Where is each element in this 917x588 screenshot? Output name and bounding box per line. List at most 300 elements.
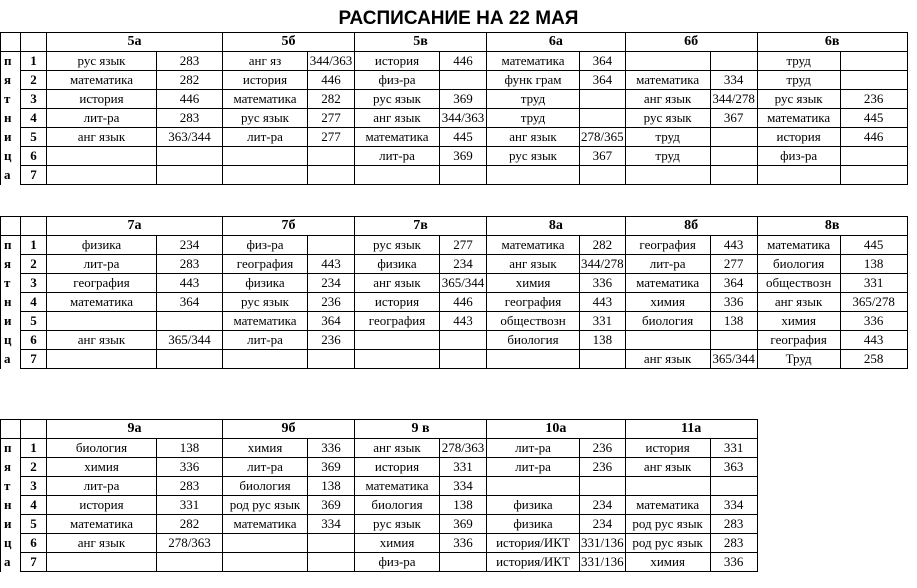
subject-cell — [223, 166, 308, 185]
room-cell: 234 — [308, 274, 355, 293]
subject-cell: анг язык — [355, 274, 440, 293]
room-cell: 344/363 — [440, 109, 487, 128]
day-letter: я — [1, 458, 21, 477]
subject-cell: анг язык — [487, 128, 580, 147]
subject-cell: лит-ра — [47, 477, 157, 496]
subject-cell: род рус язык — [625, 534, 710, 553]
subject-cell: история — [47, 90, 157, 109]
subject-cell: лит-ра — [487, 439, 580, 458]
lesson-row — [1, 147, 908, 166]
lesson-row — [1, 312, 908, 331]
lesson-row — [1, 553, 758, 572]
room-cell: 336 — [710, 293, 757, 312]
day-letter: п — [1, 52, 21, 71]
day-letter: и — [1, 312, 21, 331]
subject-cell: анг язык — [625, 458, 710, 477]
subject-cell: рус язык — [487, 147, 580, 166]
subject-cell: химия — [487, 274, 580, 293]
subject-cell: география — [487, 293, 580, 312]
subject-cell: лит-ра — [355, 147, 440, 166]
room-cell: 331/136 — [580, 553, 626, 572]
room-cell: 283 — [157, 477, 223, 496]
lesson-number: 3 — [21, 274, 47, 293]
lesson-row — [1, 109, 908, 128]
header-day-corner — [1, 420, 21, 439]
room-cell: 364 — [710, 274, 757, 293]
subject-cell: анг язык — [47, 534, 157, 553]
subject-cell: математика — [223, 312, 308, 331]
room-cell: 367 — [710, 109, 757, 128]
lesson-row — [1, 331, 908, 350]
lesson-number: 1 — [21, 236, 47, 255]
room-cell: 138 — [308, 477, 355, 496]
room-cell: 234 — [580, 496, 626, 515]
header-num-corner — [21, 33, 47, 52]
subject-cell: химия — [223, 439, 308, 458]
subject-cell: лит-ра — [223, 458, 308, 477]
room-cell — [710, 147, 757, 166]
subject-cell: функ грам — [487, 71, 580, 90]
subject-cell: история/ИКТ — [487, 553, 580, 572]
room-cell: 331 — [157, 496, 223, 515]
subject-cell — [47, 166, 157, 185]
room-cell: 138 — [840, 255, 907, 274]
subject-cell: биология — [487, 331, 580, 350]
class-header: 11а — [625, 420, 757, 439]
room-cell — [157, 166, 223, 185]
subject-cell: анг язык — [757, 293, 840, 312]
room-cell — [710, 128, 757, 147]
room-cell — [580, 109, 626, 128]
room-cell: 282 — [157, 71, 223, 90]
day-letter: н — [1, 293, 21, 312]
day-letter: а — [1, 350, 21, 369]
lesson-row — [1, 71, 908, 90]
class-header: 9а — [47, 420, 223, 439]
room-cell — [580, 477, 626, 496]
room-cell: 331 — [440, 458, 487, 477]
lesson-number: 2 — [21, 71, 47, 90]
room-cell: 446 — [308, 71, 355, 90]
room-cell: 236 — [308, 331, 355, 350]
subject-cell: лит-ра — [47, 255, 157, 274]
day-letter: ц — [1, 147, 21, 166]
room-cell: 336 — [710, 553, 757, 572]
room-cell: 445 — [840, 109, 907, 128]
day-letter: а — [1, 166, 21, 185]
subject-cell: математика — [625, 274, 710, 293]
subject-cell: математика — [625, 496, 710, 515]
room-cell: 331 — [840, 274, 907, 293]
room-cell: 363/344 — [157, 128, 223, 147]
subject-cell: род рус язык — [223, 496, 308, 515]
subject-cell: анг язык — [47, 331, 157, 350]
room-cell — [308, 166, 355, 185]
subject-cell: математика — [223, 90, 308, 109]
class-header: 10а — [487, 420, 626, 439]
lesson-row — [1, 458, 758, 477]
room-cell — [710, 166, 757, 185]
subject-cell: математика — [487, 52, 580, 71]
room-cell: 282 — [580, 236, 626, 255]
lesson-number: 6 — [21, 147, 47, 166]
lesson-number: 3 — [21, 477, 47, 496]
subject-cell — [47, 147, 157, 166]
lesson-number: 7 — [21, 553, 47, 572]
room-cell: 331/136 — [580, 534, 626, 553]
room-cell — [157, 350, 223, 369]
room-cell: 344/278 — [580, 255, 626, 274]
room-cell: 369 — [440, 147, 487, 166]
subject-cell: лит-ра — [223, 331, 308, 350]
room-cell — [440, 553, 487, 572]
room-cell — [308, 350, 355, 369]
subject-cell: география — [625, 236, 710, 255]
class-header: 6б — [625, 33, 757, 52]
day-letter: я — [1, 71, 21, 90]
subject-cell: математика — [625, 71, 710, 90]
room-cell — [440, 350, 487, 369]
subject-cell — [625, 166, 710, 185]
lesson-row — [1, 293, 908, 312]
room-cell: 331 — [710, 439, 757, 458]
subject-cell: физ-ра — [757, 147, 840, 166]
room-cell — [580, 166, 626, 185]
room-cell: 364 — [580, 71, 626, 90]
room-cell — [710, 477, 757, 496]
subject-cell: труд — [487, 90, 580, 109]
lesson-row — [1, 439, 758, 458]
lesson-row — [1, 236, 908, 255]
room-cell: 369 — [440, 515, 487, 534]
schedule-table — [0, 216, 908, 369]
room-cell: 446 — [440, 293, 487, 312]
subject-cell: Труд — [757, 350, 840, 369]
room-cell: 138 — [580, 331, 626, 350]
room-cell: 336 — [580, 274, 626, 293]
lesson-number: 6 — [21, 534, 47, 553]
lesson-number: 5 — [21, 312, 47, 331]
subject-cell: история — [223, 71, 308, 90]
room-cell: 283 — [710, 515, 757, 534]
subject-cell: труд — [625, 147, 710, 166]
subject-cell: история — [355, 52, 440, 71]
room-cell: 236 — [580, 439, 626, 458]
subject-cell: математика — [355, 128, 440, 147]
lesson-row — [1, 534, 758, 553]
subject-cell — [355, 166, 440, 185]
room-cell: 258 — [840, 350, 907, 369]
subject-cell: биология — [355, 496, 440, 515]
room-cell: 443 — [580, 293, 626, 312]
lesson-row — [1, 477, 758, 496]
subject-cell — [625, 52, 710, 71]
subject-cell: труд — [757, 71, 840, 90]
room-cell: 236 — [580, 458, 626, 477]
subject-cell: биология — [47, 439, 157, 458]
subject-cell — [223, 553, 308, 572]
subject-cell: труд — [487, 109, 580, 128]
room-cell — [308, 553, 355, 572]
schedule-block-5-6 — [0, 32, 908, 185]
subject-cell: история — [47, 496, 157, 515]
lesson-row — [1, 52, 908, 71]
lesson-number: 4 — [21, 496, 47, 515]
class-header: 8а — [487, 217, 626, 236]
room-cell: 334 — [308, 515, 355, 534]
subject-cell: рус язык — [355, 236, 440, 255]
room-cell: 282 — [157, 515, 223, 534]
room-cell: 138 — [157, 439, 223, 458]
subject-cell: физика — [355, 255, 440, 274]
room-cell — [840, 147, 907, 166]
room-cell: 283 — [157, 52, 223, 71]
day-letter: п — [1, 236, 21, 255]
subject-cell — [355, 350, 440, 369]
room-cell: 234 — [157, 236, 223, 255]
subject-cell: анг язык — [487, 255, 580, 274]
room-cell: 277 — [440, 236, 487, 255]
subject-cell: анг язык — [47, 128, 157, 147]
room-cell: 364 — [308, 312, 355, 331]
room-cell: 365/344 — [157, 331, 223, 350]
class-header: 6а — [487, 33, 626, 52]
room-cell — [157, 147, 223, 166]
room-cell: 278/365 — [580, 128, 626, 147]
room-cell: 365/344 — [440, 274, 487, 293]
room-cell: 138 — [440, 496, 487, 515]
room-cell: 443 — [157, 274, 223, 293]
lesson-number: 7 — [21, 166, 47, 185]
room-cell: 344/363 — [308, 52, 355, 71]
subject-cell: география — [223, 255, 308, 274]
subject-cell: история — [355, 458, 440, 477]
room-cell — [157, 553, 223, 572]
room-cell — [710, 52, 757, 71]
subject-cell: рус язык — [757, 90, 840, 109]
subject-cell — [47, 553, 157, 572]
room-cell: 236 — [308, 293, 355, 312]
subject-cell: география — [355, 312, 440, 331]
day-letter: н — [1, 496, 21, 515]
subject-cell — [487, 477, 580, 496]
subject-cell: анг язык — [355, 109, 440, 128]
subject-cell — [625, 477, 710, 496]
room-cell: 446 — [440, 52, 487, 71]
class-header-row — [1, 33, 908, 52]
class-header-row — [1, 420, 758, 439]
subject-cell — [223, 147, 308, 166]
subject-cell: химия — [47, 458, 157, 477]
lesson-row — [1, 255, 908, 274]
room-cell: 365/278 — [840, 293, 907, 312]
room-cell: 446 — [840, 128, 907, 147]
subject-cell: физика — [487, 515, 580, 534]
room-cell — [710, 331, 757, 350]
subject-cell: математика — [47, 71, 157, 90]
lesson-number: 2 — [21, 255, 47, 274]
room-cell: 234 — [580, 515, 626, 534]
schedule-table — [0, 32, 908, 185]
day-letter: и — [1, 515, 21, 534]
class-header: 7а — [47, 217, 223, 236]
room-cell: 363 — [710, 458, 757, 477]
room-cell — [440, 166, 487, 185]
lesson-row — [1, 350, 908, 369]
lesson-row — [1, 515, 758, 534]
subject-cell: химия — [625, 553, 710, 572]
subject-cell — [47, 350, 157, 369]
room-cell — [308, 534, 355, 553]
room-cell — [440, 331, 487, 350]
subject-cell: математика — [757, 109, 840, 128]
subject-cell: история — [625, 439, 710, 458]
subject-cell: история — [757, 128, 840, 147]
room-cell: 344/278 — [710, 90, 757, 109]
schedule-block-9-11 — [0, 419, 758, 572]
subject-cell: рус язык — [223, 293, 308, 312]
schedule-table — [0, 419, 758, 572]
subject-cell: рус язык — [355, 90, 440, 109]
subject-cell: лит-ра — [223, 128, 308, 147]
subject-cell — [487, 350, 580, 369]
subject-cell: биология — [625, 312, 710, 331]
subject-cell: анг язык — [355, 439, 440, 458]
day-letter: т — [1, 90, 21, 109]
subject-cell: рус язык — [47, 52, 157, 71]
room-cell: 369 — [308, 496, 355, 515]
room-cell: 283 — [710, 534, 757, 553]
subject-cell: рус язык — [355, 515, 440, 534]
room-cell: 443 — [308, 255, 355, 274]
subject-cell: физ-ра — [355, 71, 440, 90]
room-cell: 277 — [308, 109, 355, 128]
day-letter: я — [1, 255, 21, 274]
day-letter: т — [1, 477, 21, 496]
room-cell: 334 — [710, 496, 757, 515]
schedule-block-7-8 — [0, 216, 908, 369]
lesson-row — [1, 496, 758, 515]
subject-cell: лит-ра — [625, 255, 710, 274]
lesson-number: 6 — [21, 331, 47, 350]
class-header-row — [1, 217, 908, 236]
class-header: 8в — [757, 217, 907, 236]
subject-cell: история/ИКТ — [487, 534, 580, 553]
class-header: 7б — [223, 217, 355, 236]
subject-cell: лит-ра — [487, 458, 580, 477]
lesson-number: 4 — [21, 293, 47, 312]
room-cell — [840, 52, 907, 71]
subject-cell: род рус язык — [625, 515, 710, 534]
room-cell — [580, 350, 626, 369]
room-cell: 445 — [840, 236, 907, 255]
room-cell: 331 — [580, 312, 626, 331]
subject-cell: физика — [47, 236, 157, 255]
subject-cell: лит-ра — [47, 109, 157, 128]
header-num-corner — [21, 217, 47, 236]
subject-cell: рус язык — [625, 109, 710, 128]
header-day-corner — [1, 33, 21, 52]
room-cell: 277 — [308, 128, 355, 147]
subject-cell — [487, 166, 580, 185]
subject-cell: физ-ра — [223, 236, 308, 255]
class-header: 7в — [355, 217, 487, 236]
subject-cell — [223, 350, 308, 369]
room-cell: 336 — [440, 534, 487, 553]
room-cell: 336 — [840, 312, 907, 331]
room-cell: 336 — [157, 458, 223, 477]
subject-cell: биология — [757, 255, 840, 274]
lesson-number: 5 — [21, 128, 47, 147]
subject-cell: анг язык — [625, 90, 710, 109]
class-header: 8б — [625, 217, 757, 236]
subject-cell: математика — [47, 293, 157, 312]
room-cell: 282 — [308, 90, 355, 109]
day-letter: ц — [1, 331, 21, 350]
room-cell — [440, 71, 487, 90]
subject-cell: история — [355, 293, 440, 312]
lesson-row — [1, 90, 908, 109]
subject-cell: физ-ра — [355, 553, 440, 572]
lesson-number: 1 — [21, 439, 47, 458]
class-header: 6в — [757, 33, 907, 52]
room-cell: 364 — [580, 52, 626, 71]
subject-cell: география — [757, 331, 840, 350]
room-cell: 234 — [440, 255, 487, 274]
lesson-number: 4 — [21, 109, 47, 128]
room-cell: 443 — [440, 312, 487, 331]
class-header: 5а — [47, 33, 223, 52]
room-cell — [840, 166, 907, 185]
subject-cell — [625, 331, 710, 350]
room-cell — [308, 236, 355, 255]
subject-cell: биология — [223, 477, 308, 496]
class-header: 5в — [355, 33, 487, 52]
subject-cell — [355, 331, 440, 350]
room-cell: 367 — [580, 147, 626, 166]
subject-cell: физика — [223, 274, 308, 293]
room-cell: 369 — [440, 90, 487, 109]
day-letter: н — [1, 109, 21, 128]
subject-cell: математика — [487, 236, 580, 255]
lesson-number: 2 — [21, 458, 47, 477]
day-letter: ц — [1, 534, 21, 553]
lesson-row — [1, 274, 908, 293]
subject-cell: обществозн — [487, 312, 580, 331]
room-cell: 278/363 — [440, 439, 487, 458]
subject-cell: химия — [625, 293, 710, 312]
day-letter: и — [1, 128, 21, 147]
lesson-row — [1, 128, 908, 147]
subject-cell: рус язык — [223, 109, 308, 128]
room-cell — [580, 90, 626, 109]
room-cell: 334 — [440, 477, 487, 496]
room-cell — [308, 147, 355, 166]
subject-cell: математика — [757, 236, 840, 255]
lesson-row — [1, 166, 908, 185]
room-cell: 283 — [157, 109, 223, 128]
subject-cell: анг яз — [223, 52, 308, 71]
room-cell: 278/363 — [157, 534, 223, 553]
subject-cell: физика — [487, 496, 580, 515]
subject-cell: труд — [757, 52, 840, 71]
header-day-corner — [1, 217, 21, 236]
room-cell: 443 — [710, 236, 757, 255]
day-letter: т — [1, 274, 21, 293]
subject-cell: обществозн — [757, 274, 840, 293]
subject-cell: химия — [355, 534, 440, 553]
room-cell: 369 — [308, 458, 355, 477]
